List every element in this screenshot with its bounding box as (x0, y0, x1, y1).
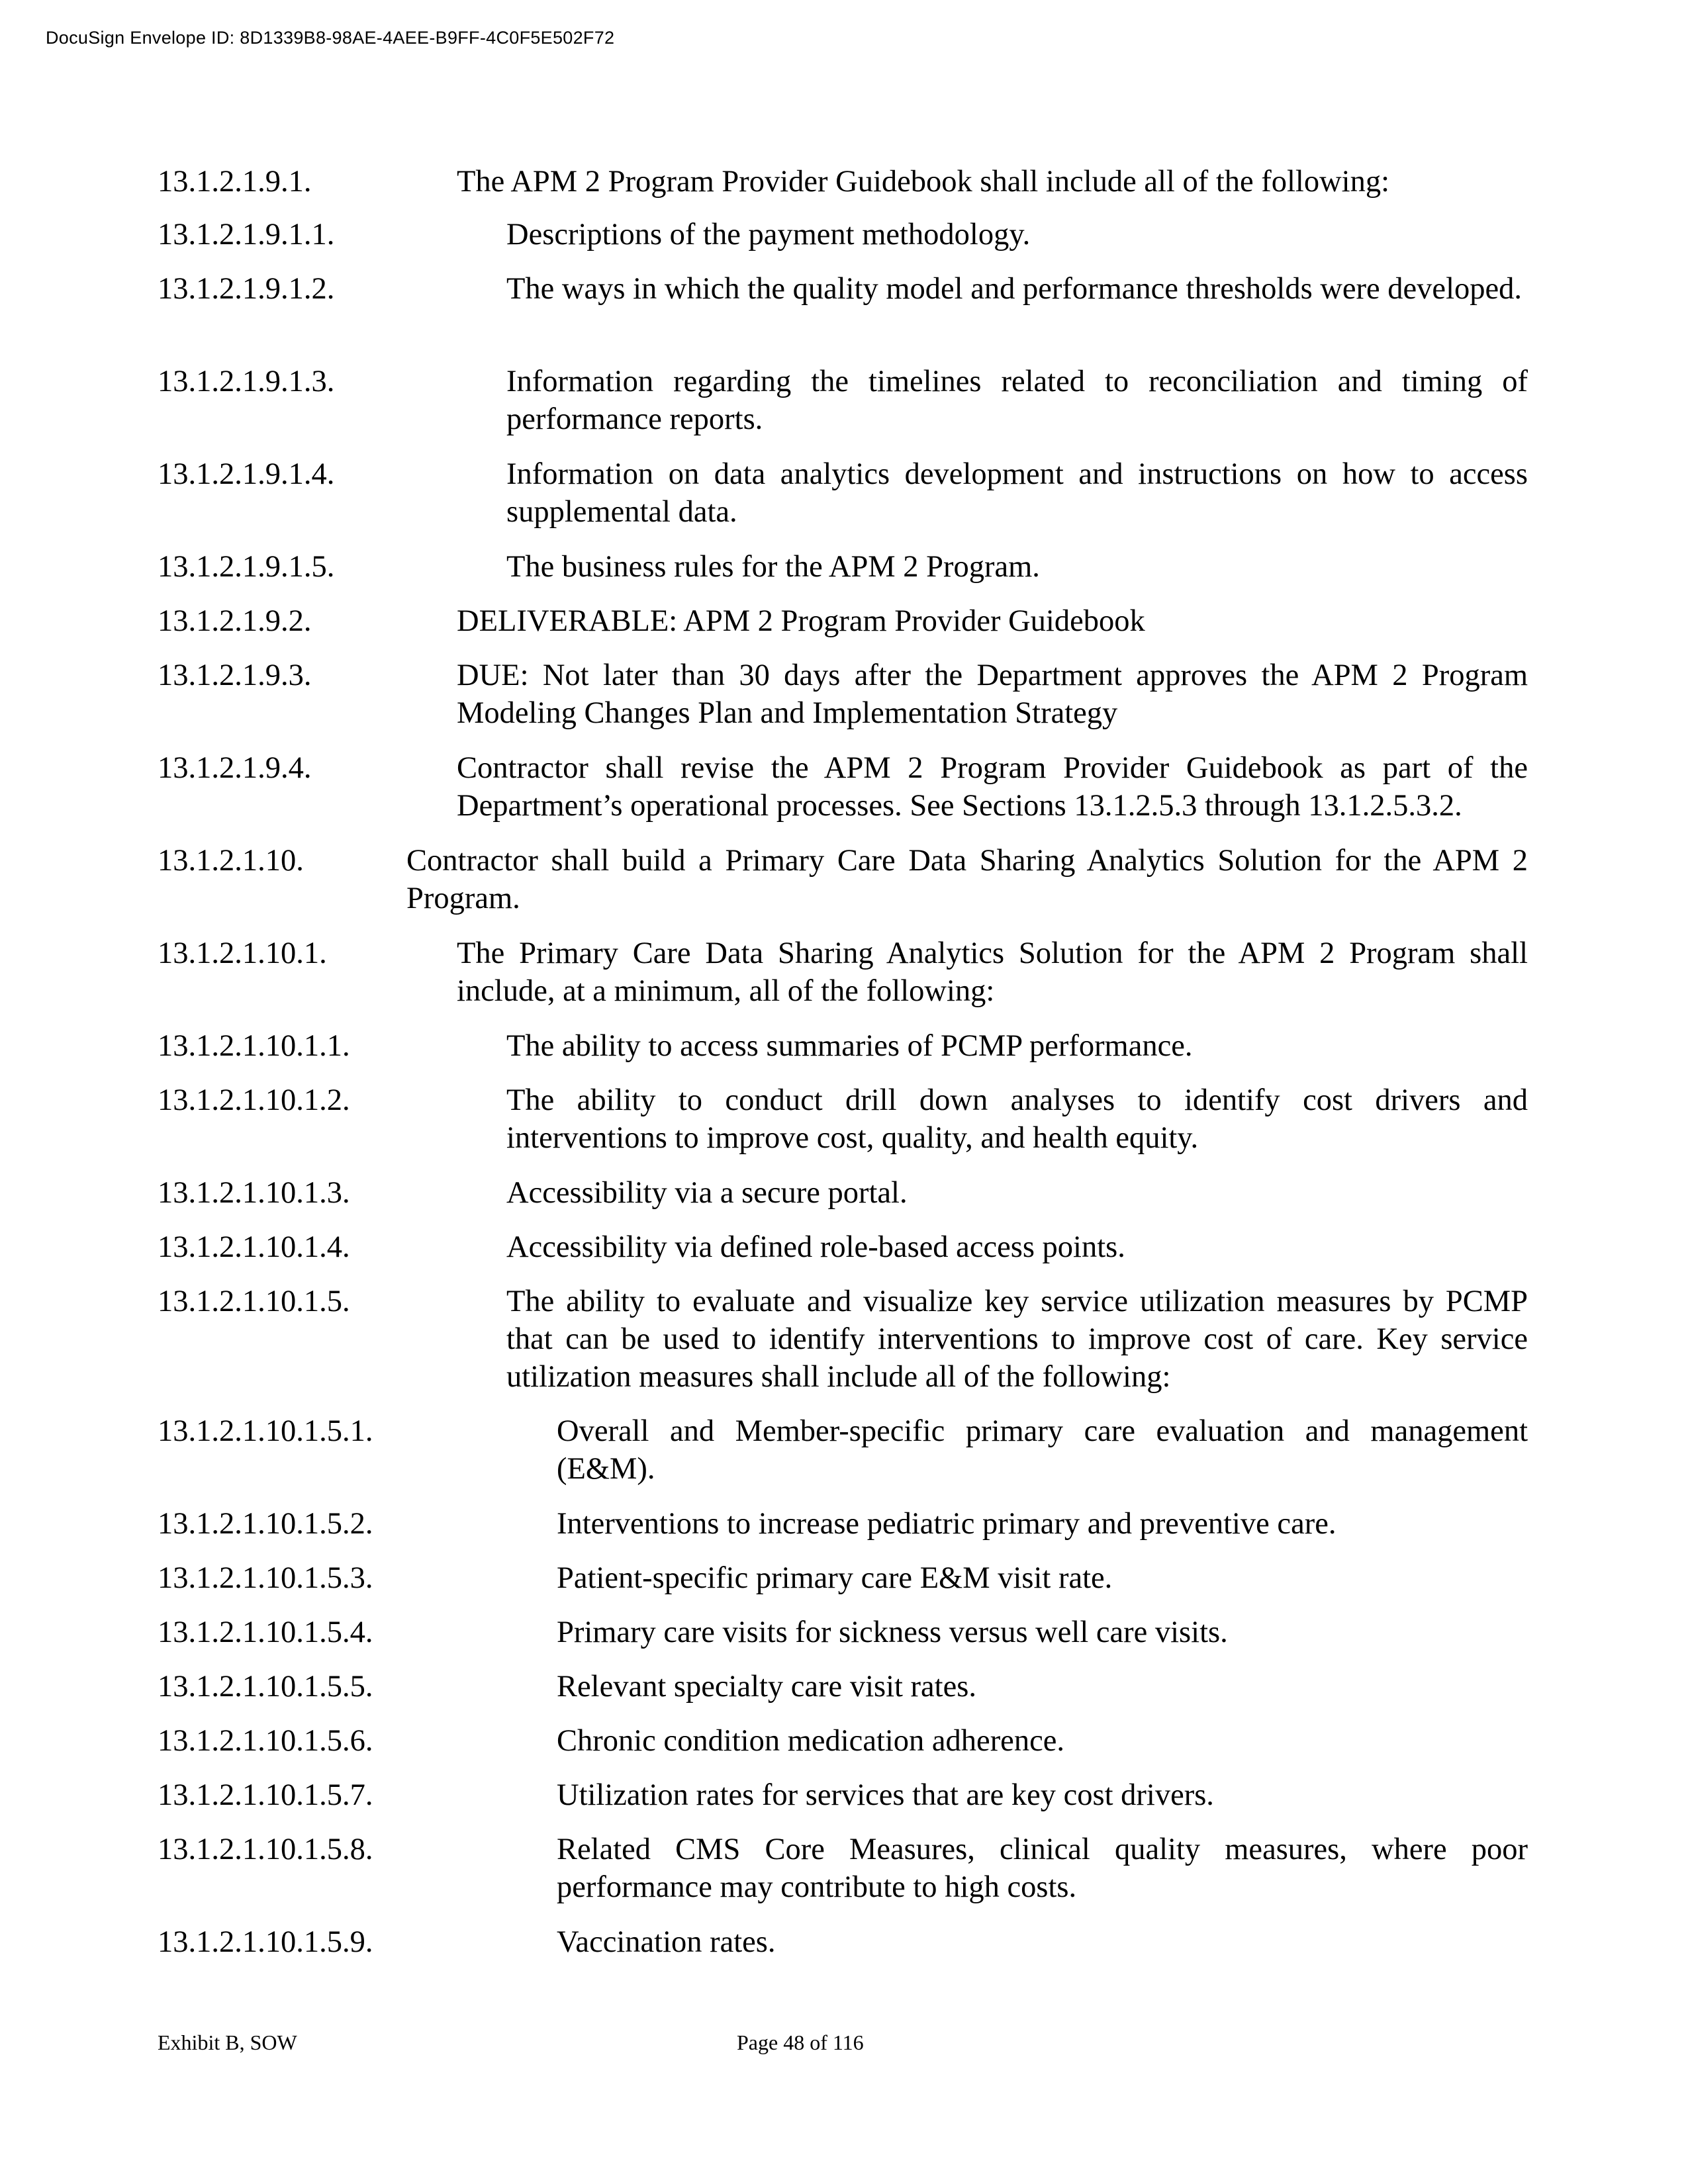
section-number: 13.1.2.1.9.1. (158, 165, 312, 199)
section-text: The APM 2 Program Provider Guidebook shall include all of the following: (457, 165, 1390, 199)
section-text: The ability to access summaries of PCMP performance. (506, 1029, 1193, 1063)
section-number: 13.1.2.1.10.1.5.6. (158, 1724, 373, 1758)
section-number: 13.1.2.1.9.1.4. (158, 457, 335, 491)
section-number: 13.1.2.1.9.1.2. (158, 272, 335, 306)
section-number: 13.1.2.1.9.1.1. (158, 218, 335, 251)
section-text: Contractor shall build a Primary Care Data Sharing Analytics Solution for the APM 2 Program. (406, 844, 1528, 915)
section-number: 13.1.2.1.10.1.5.1. (158, 1414, 373, 1448)
section-text: Related CMS Core Measures, clinical quality measures, where poor performance may contribute to high costs. (557, 1833, 1528, 1904)
section-number: 13.1.2.1.10.1. (158, 936, 327, 970)
section-text: Overall and Member-specific primary care evaluation and management (E&M). (557, 1414, 1528, 1486)
section-number: 13.1.2.1.9.3. (158, 659, 312, 692)
section-text: The Primary Care Data Sharing Analytics Solution for the APM 2 Program shall include, at a minimum, all of the following: (457, 936, 1528, 1008)
docusign-envelope-id: DocuSign Envelope ID: 8D1339B8-98AE-4AEE-B9FF-4C0F5E502F72 (46, 28, 615, 48)
section-text: Vaccination rates. (557, 1925, 776, 1959)
section-text: Accessibility via a secure portal. (506, 1176, 908, 1210)
section-text: Descriptions of the payment methodology. (506, 218, 1031, 251)
section-text: Information regarding the timelines related to reconciliation and timing of performance reports. (506, 365, 1528, 436)
footer-exhibit-label: Exhibit B, SOW (158, 2030, 297, 2054)
section-text: The ways in which the quality model and performance thresholds were developed. (506, 272, 1523, 306)
section-text: The ability to evaluate and visualize key service utilization measures by PCMP that can be used to identify interventions to improve cost of care. Key service utilization measures shall include all of the following: (506, 1285, 1528, 1394)
section-text: Relevant specialty care visit rates. (557, 1670, 976, 1704)
section-text: Patient-specific primary care E&M visit rate. (557, 1561, 1113, 1595)
section-number: 13.1.2.1.10.1.5.9. (158, 1925, 373, 1959)
section-number: 13.1.2.1.10.1.5.2. (158, 1507, 373, 1541)
section-text: DELIVERABLE: APM 2 Program Provider Guidebook (457, 604, 1145, 638)
section-number: 13.1.2.1.10.1.5.3. (158, 1561, 373, 1595)
section-number: 13.1.2.1.10.1.5.4. (158, 1615, 373, 1649)
section-text: Chronic condition medication adherence. (557, 1724, 1064, 1758)
section-number: 13.1.2.1.9.4. (158, 751, 312, 785)
section-text: Utilization rates for services that are key cost drivers. (557, 1778, 1214, 1812)
section-number: 13.1.2.1.9.1.5. (158, 550, 335, 584)
section-number: 13.1.2.1.10.1.5. (158, 1285, 350, 1318)
section-number: 13.1.2.1.9.2. (158, 604, 312, 638)
section-text: The business rules for the APM 2 Program. (506, 550, 1040, 584)
section-number: 13.1.2.1.10. (158, 844, 304, 878)
section-number: 13.1.2.1.10.1.3. (158, 1176, 350, 1210)
section-text: Contractor shall revise the APM 2 Program Provider Guidebook as part of the Department’s operational processes. See Sections 13.1.2.5.3 through 13.1.2.5.3.2. (457, 751, 1528, 823)
section-number: 13.1.2.1.9.1.3. (158, 365, 335, 398)
section-text: DUE: Not later than 30 days after the Department approves the APM 2 Program Modeling Changes Plan and Implementation Strategy (457, 659, 1528, 730)
section-number: 13.1.2.1.10.1.2. (158, 1083, 350, 1117)
section-number: 13.1.2.1.10.1.1. (158, 1029, 350, 1063)
section-text: Information on data analytics development and instructions on how to access supplemental data. (506, 457, 1528, 529)
section-text: Accessibility via defined role-based access points. (506, 1230, 1125, 1264)
page-number: Page 48 of 116 (737, 2030, 864, 2054)
section-number: 13.1.2.1.10.1.5.7. (158, 1778, 373, 1812)
section-number: 13.1.2.1.10.1.4. (158, 1230, 350, 1264)
section-number: 13.1.2.1.10.1.5.8. (158, 1833, 373, 1866)
section-text: The ability to conduct drill down analyses to identify cost drivers and interventions to improve cost, quality, and health equity. (506, 1083, 1528, 1155)
section-text: Interventions to increase pediatric primary and preventive care. (557, 1507, 1336, 1541)
section-number: 13.1.2.1.10.1.5.5. (158, 1670, 373, 1704)
section-text: Primary care visits for sickness versus well care visits. (557, 1615, 1228, 1649)
